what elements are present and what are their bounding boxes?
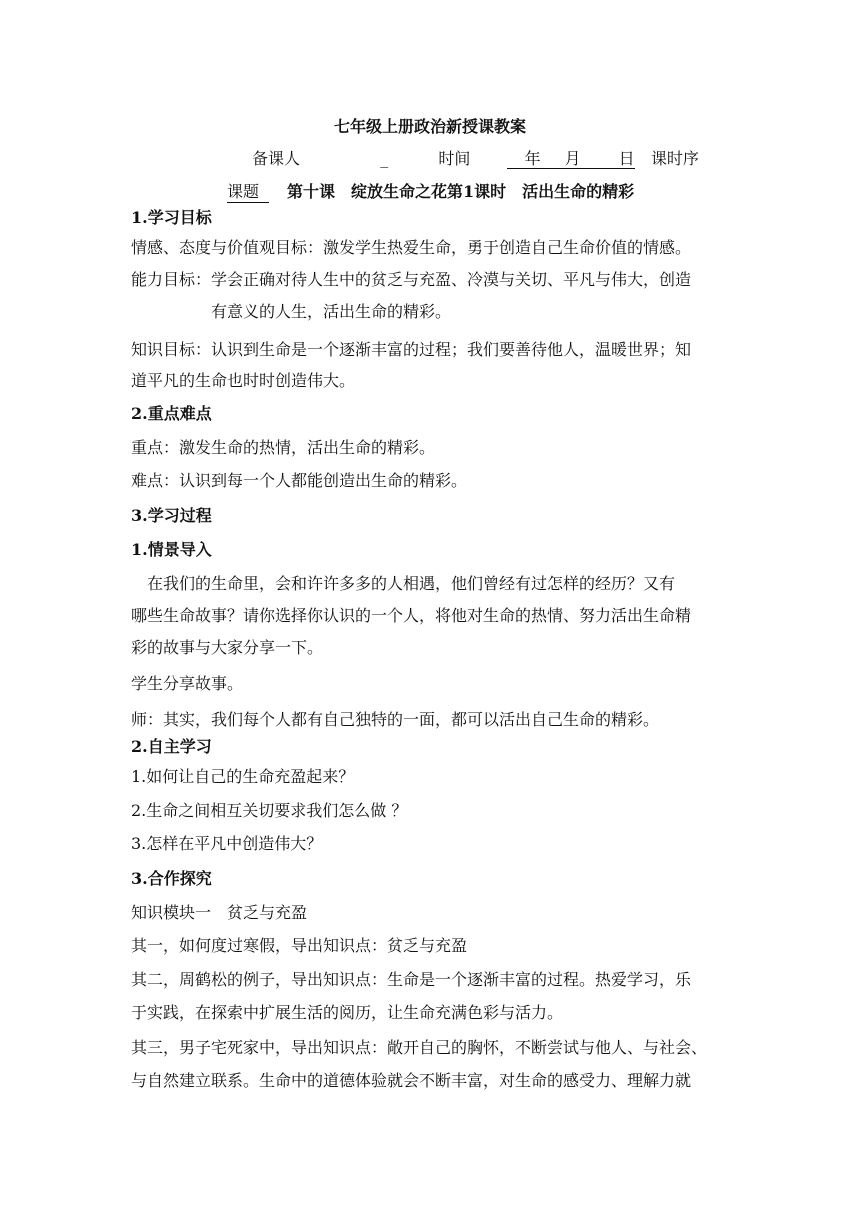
period-label: 课时序 (650, 149, 699, 168)
topic-label: 课题 (227, 179, 269, 203)
date-field (507, 150, 635, 169)
goal-emotion: 情感、态度与价值观目标：激发学生热爱生命，勇于创造自己生命价值的情感。 (131, 238, 692, 257)
intro-line-3: 彩的故事与大家分享一下。 (131, 638, 324, 657)
intro-line-2: 哪些生命故事？请你选择你认识的一个人，将他对生命的热情、努力活出生命精 (131, 606, 692, 625)
goal-ability-line-1: 能力目标：学会正确对待人生中的贫乏与充盈、冷漠与关切、平凡与伟大，创造 (131, 270, 692, 289)
preparer-blank: _ (380, 149, 389, 168)
section-heading-goals: 1.学习目标 (131, 208, 212, 227)
subheading-cooperation: 3.合作探究 (131, 869, 212, 888)
preparer-label: 备课人 (252, 149, 301, 168)
question-1: 1.如何让自己的生命充盈起来？ (131, 767, 355, 786)
intro-line-1: 在我们的生命里，会和许许多多的人相遇，他们曾经有过怎样的经历？又有 (131, 574, 676, 593)
knowledge-module-1: 知识模块一 贫乏与充盈 (131, 903, 308, 922)
item-3-line-1: 其三，男子宅死家中，导出知识点：敞开自己的胸怀，不断尝试与他人、与社会、 (131, 1038, 708, 1057)
subheading-self-study: 2.自主学习 (131, 737, 212, 756)
teacher-remark: 师：其实，我们每个人都有自己独特的一面，都可以活出自己生命的精彩。 (131, 710, 660, 729)
document-title: 七年级上册政治新授课教案 (333, 117, 526, 136)
section-heading-keypoints: 2.重点难点 (131, 404, 212, 423)
subheading-intro: 1.情景导入 (131, 540, 212, 559)
item-2-line-1: 其二，周鹤松的例子，导出知识点：生命是一个逐渐丰富的过程。热爱学习，乐 (131, 970, 692, 989)
goal-knowledge-line-1: 知识目标：认识到生命是一个逐渐丰富的过程；我们要善待他人，温暖世界；知 (131, 340, 692, 359)
question-3: 3.怎样在平凡中创造伟大？ (131, 834, 323, 853)
goal-ability-line-2: 有意义的人生，活出生命的精彩。 (211, 302, 452, 321)
key-point: 重点：激发生命的热情，活出生命的精彩。 (131, 438, 436, 457)
item-1: 其一，如何度过寒假，导出知识点：贫乏与充盈 (131, 936, 468, 955)
day-label: 日 (618, 149, 635, 168)
difficulty: 难点：认识到每一个人都能创造出生命的精彩。 (131, 471, 468, 490)
student-share: 学生分享故事。 (131, 674, 244, 693)
topic-text: 第十课 绽放生命之花第1课时 活出生命的精彩 (287, 182, 635, 201)
goal-knowledge-line-2: 道平凡的生命也时时创造伟大。 (131, 371, 356, 390)
month-label: 月 (564, 149, 581, 168)
item-3-line-2: 与自然建立联系。生命中的道德体验就会不断丰富，对生命的感受力、理解力就 (131, 1071, 692, 1090)
item-2-line-2: 于实践，在探索中扩展生活的阅历，让生命充满色彩与活力。 (131, 1003, 564, 1022)
lesson-meta-row (252, 146, 699, 169)
question-2: 2.生命之间相互关切要求我们怎么做 ？ (131, 801, 408, 820)
year-label: 年 (524, 149, 541, 168)
time-label: 时间 (438, 149, 471, 168)
lesson-topic (227, 179, 634, 203)
section-heading-process: 3.学习过程 (131, 506, 212, 525)
